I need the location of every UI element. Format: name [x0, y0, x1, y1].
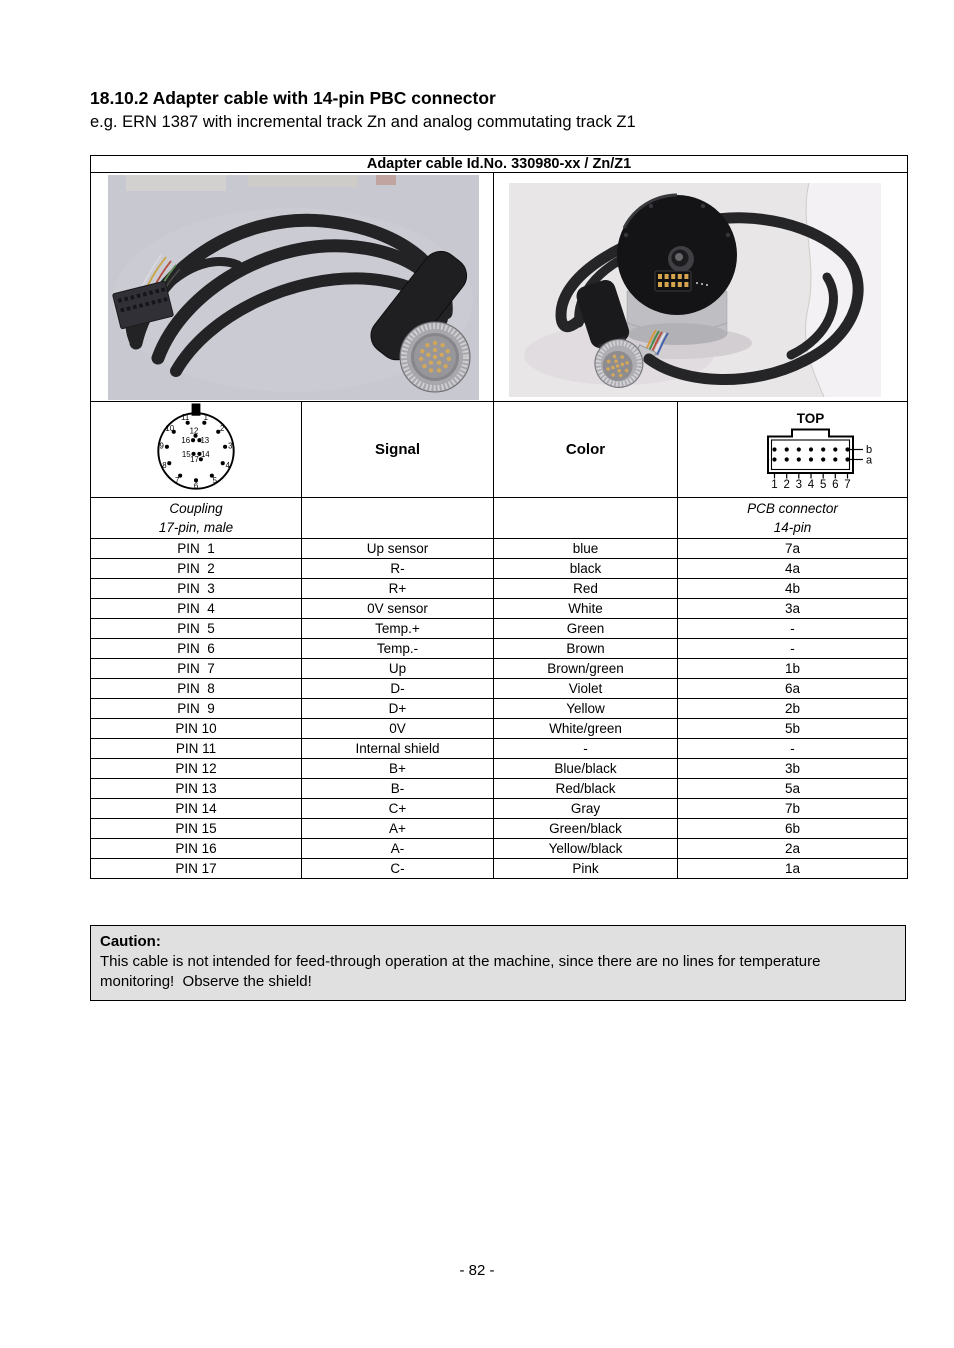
pcb-pin-cell: 2a: [678, 839, 908, 859]
pcb-pin-cell: -: [678, 739, 908, 759]
pin-row-9: [91, 699, 908, 719]
pcb-pin-cell: 5b: [678, 719, 908, 739]
coupling-17pin-diagram: [138, 403, 254, 497]
signal-cell: 0V: [302, 719, 494, 739]
color-cell: Red/black: [494, 779, 678, 799]
pin-row-10: [91, 719, 908, 739]
caution-title: Caution:: [100, 933, 161, 950]
pcb-diagram-cell: [678, 402, 908, 498]
diagram-header-row: [91, 402, 908, 498]
pcb-pin-cell: 3b: [678, 759, 908, 779]
keying-tab: [192, 403, 201, 415]
signal-cell: R-: [302, 559, 494, 579]
caption-row: [91, 498, 908, 539]
color-cell: Green/black: [494, 819, 678, 839]
signal-cell: D+: [302, 699, 494, 719]
svg-text:10: 10: [165, 423, 175, 433]
color-cell: White/green: [494, 719, 678, 739]
svg-text:8: 8: [162, 460, 167, 470]
adapter-cable-photo: [108, 175, 479, 400]
coupling-caption: [91, 498, 302, 539]
coupling-caption-line1: Coupling: [169, 501, 223, 516]
background-object: [126, 175, 226, 191]
color-cell: Brown/green: [494, 659, 678, 679]
signal-cell: A-: [302, 839, 494, 859]
signal-cell: 0V sensor: [302, 599, 494, 619]
pin-row-7: [91, 659, 908, 679]
color-cell: White: [494, 599, 678, 619]
signal-cell: B-: [302, 779, 494, 799]
svg-text:3: 3: [795, 478, 802, 491]
svg-text:15: 15: [181, 449, 191, 459]
svg-text:7: 7: [175, 475, 180, 485]
adapter-cable-table: [90, 155, 908, 879]
pin-cell: PIN 12: [91, 759, 302, 779]
round-connector-17pin: [400, 322, 470, 392]
pin-row-14: [91, 799, 908, 819]
color-cell: Pink: [494, 859, 678, 879]
signal-cell: C+: [302, 799, 494, 819]
caution-text-line2: monitoring! Observe the shield!: [100, 973, 312, 990]
signal-cell: Temp.+: [302, 619, 494, 639]
pin-row-13: [91, 779, 908, 799]
pin-cell: PIN 17: [91, 859, 302, 879]
pcb-pin-cell: 6a: [678, 679, 908, 699]
pin-row-5: [91, 619, 908, 639]
pcb-caption: [678, 498, 908, 539]
color-cell: -: [494, 739, 678, 759]
svg-text:2: 2: [782, 478, 790, 491]
caution-text-line1: This cable is not intended for feed-through operation at the machine, since there are no lines for temperature: [100, 953, 821, 970]
color-cell: black: [494, 559, 678, 579]
encoder-contact-block: [655, 271, 691, 291]
color-cell: Yellow: [494, 699, 678, 719]
pin-row-2: [91, 559, 908, 579]
color-cell: blue: [494, 539, 678, 559]
pcb-pin-cell: 7b: [678, 799, 908, 819]
color-cell: Violet: [494, 679, 678, 699]
svg-text:1: 1: [203, 413, 208, 423]
pin-cell: PIN 1: [91, 539, 302, 559]
svg-text:5: 5: [819, 478, 826, 491]
pin-cell: PIN 10: [91, 719, 302, 739]
svg-text:2: 2: [220, 423, 225, 433]
svg-text:17: 17: [190, 455, 199, 465]
pin-cell: PIN 2: [91, 559, 302, 579]
pin-cell: PIN 16: [91, 839, 302, 859]
section-heading: 18.10.2 Adapter cable with 14-pin PBC connector: [90, 88, 496, 108]
pcb-pin-cell: 3a: [678, 599, 908, 619]
caution-box: [90, 925, 906, 1001]
svg-text:7: 7: [843, 478, 851, 491]
signal-cell: Up: [302, 659, 494, 679]
background-object: [376, 175, 396, 185]
signal-cell: Internal shield: [302, 739, 494, 759]
svg-text:4: 4: [225, 460, 230, 470]
pcb-pin-cell: 6b: [678, 819, 908, 839]
pcb-pin-cell: -: [678, 619, 908, 639]
signal-cell: C-: [302, 859, 494, 879]
color-cell: Red: [494, 579, 678, 599]
coupling-diagram-cell: [91, 402, 302, 498]
pin-row-11: [91, 739, 908, 759]
signal-cell: R+: [302, 579, 494, 599]
svg-text:1: 1: [770, 478, 778, 491]
color-cell: Yellow/black: [494, 839, 678, 859]
pin-row-8: [91, 679, 908, 699]
pcb-caption-line1: PCB connector: [747, 501, 838, 516]
pin-cell: PIN 8: [91, 679, 302, 699]
pin-cell: PIN 4: [91, 599, 302, 619]
signal-column-header: Signal: [302, 402, 494, 498]
color-cell: Blue/black: [494, 759, 678, 779]
page-number: - 82 -: [459, 1262, 495, 1279]
pcb-pin-cell: 2b: [678, 699, 908, 719]
paper-sheet: [805, 183, 881, 397]
svg-text:14: 14: [200, 449, 210, 459]
table-title: Adapter cable Id.No. 330980-xx / Zn/Z1: [91, 156, 908, 173]
pin-cell: PIN 9: [91, 699, 302, 719]
table-title-row: [91, 156, 908, 173]
pcb-pin-cell: -: [678, 639, 908, 659]
pin-cell: PIN 5: [91, 619, 302, 639]
signal-cell: B+: [302, 759, 494, 779]
row-b-label: b: [865, 443, 872, 456]
pcb-pin-cell: 1b: [678, 659, 908, 679]
svg-text:16: 16: [181, 436, 191, 446]
pcb-pin-cell: 4a: [678, 559, 908, 579]
svg-text:6: 6: [831, 478, 839, 491]
background-object: [248, 175, 358, 187]
svg-text:11: 11: [181, 413, 190, 423]
pin-cell: PIN 15: [91, 819, 302, 839]
pin-row-1: [91, 539, 908, 559]
empty-cell: [302, 498, 494, 539]
column-numbers: [771, 479, 850, 491]
color-column-header: Color: [494, 402, 678, 498]
pin-cell: PIN 3: [91, 579, 302, 599]
photo-cell-encoder: [494, 173, 908, 402]
svg-text:13: 13: [200, 436, 210, 446]
pcb-caption-line2: 14-pin: [773, 520, 812, 535]
encoder-photo: [509, 183, 881, 397]
empty-cell: [494, 498, 678, 539]
pin-cell: PIN 13: [91, 779, 302, 799]
top-label: TOP: [796, 410, 824, 426]
signal-cell: D-: [302, 679, 494, 699]
svg-text:9: 9: [159, 441, 164, 451]
color-cell: Gray: [494, 799, 678, 819]
signal-cell: A+: [302, 819, 494, 839]
signal-cell: Temp.-: [302, 639, 494, 659]
pin-cell: PIN 7: [91, 659, 302, 679]
pcb-pin-cell: 4b: [678, 579, 908, 599]
color-cell: Brown: [494, 639, 678, 659]
coupling-caption-line2: 17-pin, male: [158, 520, 234, 535]
svg-text:12: 12: [189, 426, 199, 436]
signal-cell: Up sensor: [302, 539, 494, 559]
svg-text:3: 3: [228, 441, 233, 451]
pcb-pin-cell: 7a: [678, 539, 908, 559]
pcb-14pin-diagram: [704, 411, 882, 491]
pin-row-17: [91, 859, 908, 879]
pcb-pin-cell: 1a: [678, 859, 908, 879]
color-cell: Green: [494, 619, 678, 639]
photo-cell-cable: [91, 173, 494, 402]
pin-row-16: [91, 839, 908, 859]
pin-row-15: [91, 819, 908, 839]
svg-text:4: 4: [807, 478, 814, 491]
svg-text:5: 5: [212, 475, 217, 485]
row-a-label: a: [865, 454, 872, 466]
pin-row-4: [91, 599, 908, 619]
pin-cell: PIN 6: [91, 639, 302, 659]
pcb-pin-cell: 5a: [678, 779, 908, 799]
pin-cell: PIN 14: [91, 799, 302, 819]
pin-row-3: [91, 579, 908, 599]
photos-row: [91, 173, 908, 402]
pin-row-6: [91, 639, 908, 659]
pin-row-12: [91, 759, 908, 779]
section-subheading: e.g. ERN 1387 with incremental track Zn and analog commutating track Z1: [90, 113, 636, 131]
svg-text:6: 6: [193, 481, 199, 491]
pin-cell: PIN 11: [91, 739, 302, 759]
